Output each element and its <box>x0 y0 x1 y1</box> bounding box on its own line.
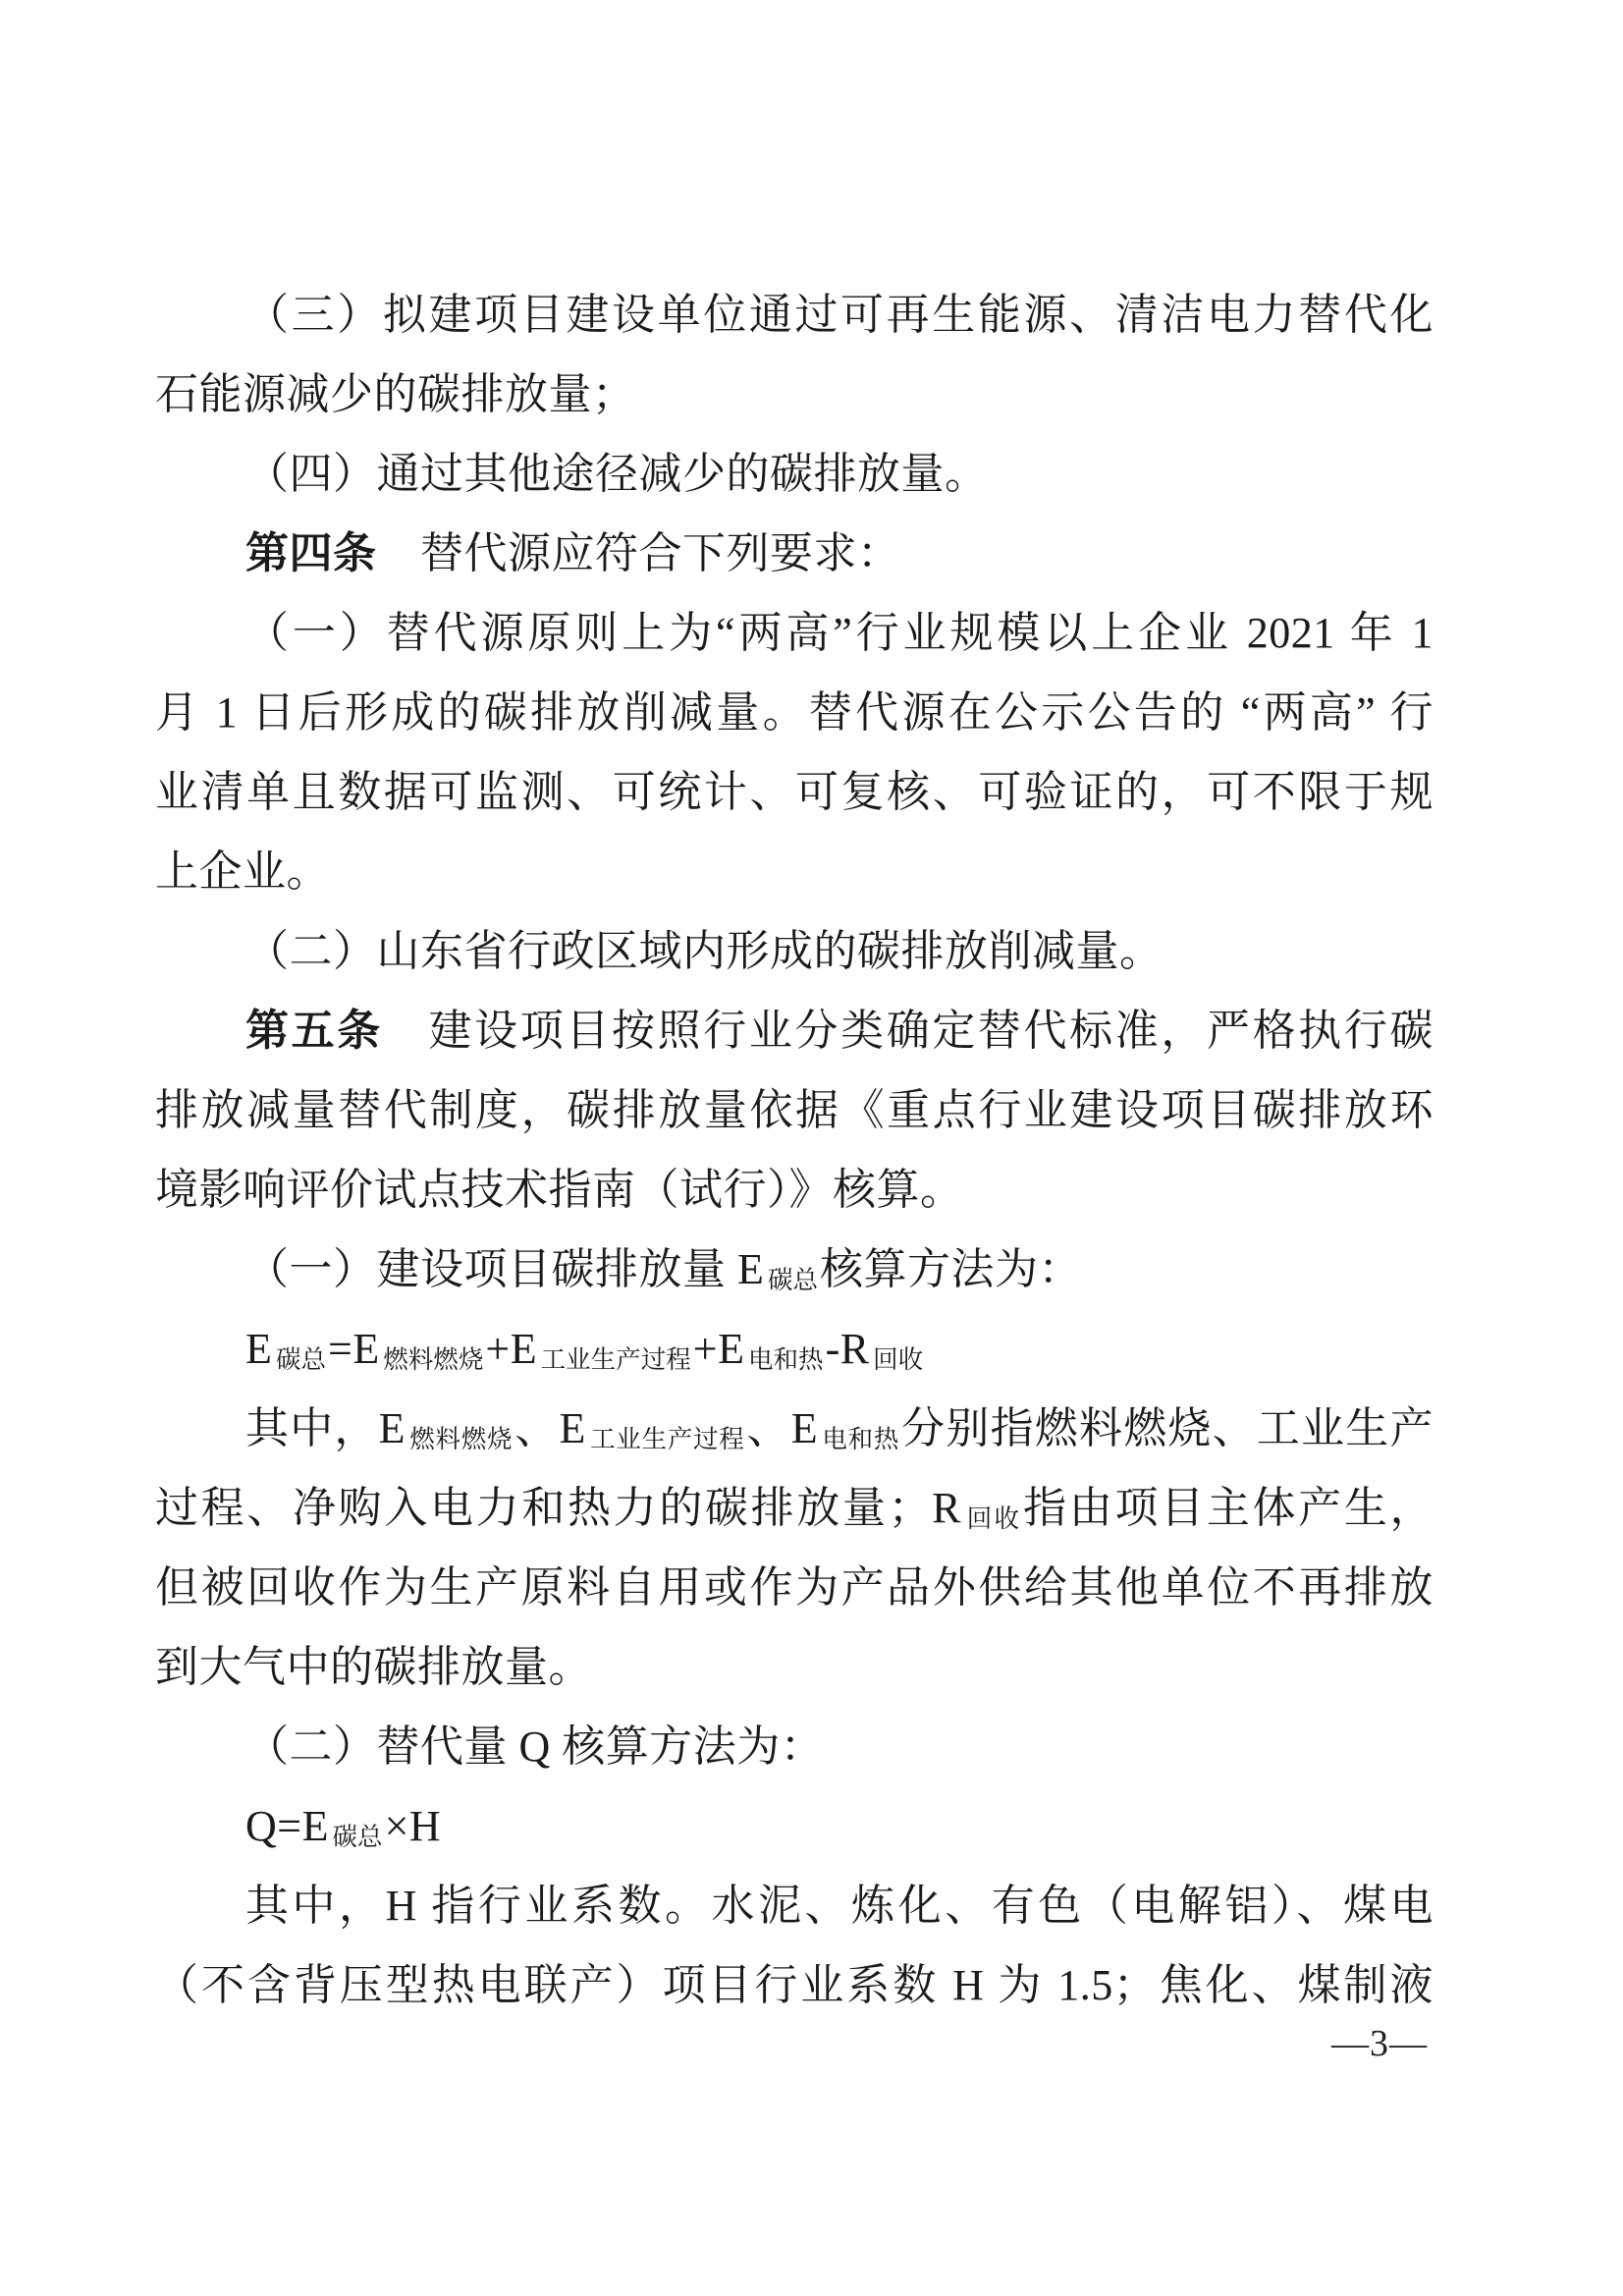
subscript-run: 回收 <box>964 1503 1022 1533</box>
text-line <box>155 1230 1434 1309</box>
text-run: 其中，H 指行业系数。水泥、炼化、有色（电解铝）、煤电 <box>245 1882 1434 1930</box>
text-line <box>155 355 1434 434</box>
text-run: （不含背压型热电联产）项目行业系数 H 为 1.5；焦化、煤制液 <box>155 1961 1434 2009</box>
text-run: +E <box>692 1325 745 1373</box>
text-run: 过程、净购入电力和热力的碳排放量；R <box>155 1484 962 1532</box>
text-line <box>155 1389 1434 1468</box>
text-run: 建设项目按照行业分类确定替代标准，严格执行碳 <box>382 1007 1434 1055</box>
text-run: 其中，E <box>245 1404 406 1452</box>
subscript-run: 碳总 <box>767 1265 818 1294</box>
text-run: +E <box>485 1325 538 1373</box>
text-line <box>155 832 1434 911</box>
page-number: —3— <box>1331 2023 1428 2064</box>
text-run: （一）替代源原则上为“两高”行业规模以上企业 2021 年 1 <box>245 609 1434 657</box>
text-run: E <box>245 1325 273 1373</box>
subscript-run: 回收 <box>873 1344 924 1374</box>
text-run: 排放减量替代制度，碳排放量依据《重点行业建设项目碳排放环 <box>155 1086 1434 1134</box>
text-line <box>155 514 1434 593</box>
subscript-run: 工业生产过程 <box>540 1344 691 1374</box>
text-line <box>155 752 1434 832</box>
text-run: 业清单且数据可监测、可统计、可复核、可验证的，可不限于规 <box>155 768 1434 816</box>
subscript-run: 碳总 <box>332 1822 383 1851</box>
bold-run: 第四条 <box>245 529 377 577</box>
text-line <box>155 1707 1434 1786</box>
text-line <box>155 1468 1434 1548</box>
subscript-run: 工业生产过程 <box>589 1424 745 1453</box>
text-run: 但被回收作为生产原料自用或作为产品外供给其他单位不再排放 <box>155 1563 1434 1612</box>
subscript-run: 电和热 <box>821 1424 900 1453</box>
text-run: 分别指燃料燃烧、工业生产 <box>901 1404 1434 1452</box>
text-line <box>155 991 1434 1070</box>
bold-run: 第五条 <box>245 1007 383 1055</box>
text-run: 石能源减少的碳排放量； <box>155 370 636 418</box>
text-run: 上企业。 <box>155 847 330 896</box>
text-run: -R <box>825 1325 870 1373</box>
text-run: ×H <box>384 1802 442 1850</box>
text-line <box>155 434 1434 514</box>
text-run: （一）建设项目碳排放量 E <box>245 1245 765 1293</box>
text-run: 、E <box>746 1404 819 1452</box>
text-line <box>155 673 1434 752</box>
subscript-run: 电和热 <box>748 1344 824 1374</box>
subscript-run: 燃料燃烧 <box>383 1344 484 1374</box>
text-run: 核算方法为： <box>820 1245 1083 1293</box>
text-line <box>155 275 1434 355</box>
text-line <box>155 1627 1434 1707</box>
text-run: （二）山东省行政区域内形成的碳排放削减量。 <box>245 927 1163 975</box>
text-line <box>155 593 1434 673</box>
subscript-run: 碳总 <box>275 1344 326 1374</box>
text-line <box>155 1945 1434 2025</box>
text-line <box>155 1309 1434 1389</box>
text-run: （二）替代量 Q 核算方法为： <box>245 1722 825 1771</box>
text-run: 月 1 日后形成的碳排放削减量。替代源在公示公告的 “两高” 行 <box>155 688 1434 737</box>
text-run: 、E <box>514 1404 586 1452</box>
text-run: 到大气中的碳排放量。 <box>155 1643 592 1691</box>
text-line <box>155 1786 1434 1866</box>
text-run: 替代源应符合下列要求： <box>376 529 901 577</box>
text-run: （四）通过其他途径减少的碳排放量。 <box>245 450 989 498</box>
text-line <box>155 1866 1434 1945</box>
text-run: Q=E <box>245 1802 329 1850</box>
text-line <box>155 1150 1434 1230</box>
text-line <box>155 911 1434 991</box>
text-line <box>155 1070 1434 1150</box>
text-run: 境影响评价试点技术指南（试行）》核算。 <box>155 1166 964 1214</box>
text-run: 指由项目主体产生， <box>1023 1484 1434 1532</box>
text-line <box>155 1548 1434 1627</box>
text-block <box>155 275 1434 2025</box>
subscript-run: 燃料燃烧 <box>408 1424 514 1453</box>
text-run: （三）拟建项目建设单位通过可再生能源、清洁电力替代化 <box>245 291 1434 339</box>
text-run: =E <box>328 1325 380 1373</box>
